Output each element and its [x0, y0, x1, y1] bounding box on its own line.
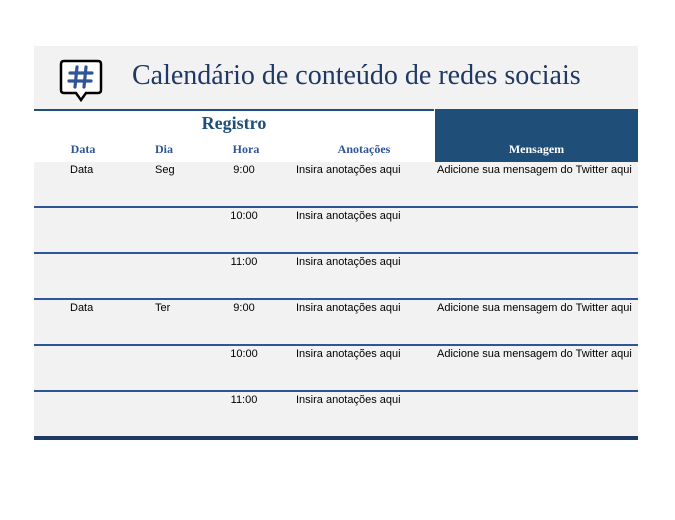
- column-header-dia: Dia: [155, 142, 173, 156]
- section-label: Registro: [201, 113, 267, 133]
- section-header-fill: [435, 109, 638, 136]
- header-banner: [34, 46, 638, 109]
- cell-dia[interactable]: Ter: [155, 302, 171, 314]
- hashtag-speech-bubble-icon: [58, 58, 104, 104]
- cell-mensagem[interactable]: Adicione sua mensagem do Twitter aqui: [437, 302, 632, 314]
- cell-anotacoes[interactable]: Insira anotações aqui: [296, 394, 401, 406]
- schedule-table: [34, 162, 638, 440]
- column-header-row: [34, 136, 638, 162]
- cell-dia[interactable]: Seg: [155, 164, 175, 176]
- cell-data[interactable]: Data: [70, 302, 94, 314]
- column-header-anotacoes: Anotações: [337, 142, 391, 156]
- cell-hora[interactable]: 10:00: [230, 348, 258, 360]
- section-header-row: [34, 109, 638, 136]
- cell-data[interactable]: Data: [70, 164, 94, 176]
- cell-hora[interactable]: 11:00: [230, 394, 258, 406]
- cell-hora[interactable]: 9:00: [233, 164, 255, 176]
- cell-anotacoes[interactable]: Insira anotações aqui: [296, 302, 401, 314]
- cell-anotacoes[interactable]: Insira anotações aqui: [296, 210, 401, 222]
- registro-cell[interactable]: [34, 109, 434, 138]
- column-header-mensagem: Mensagem: [435, 136, 638, 162]
- cell-hora[interactable]: 9:00: [233, 302, 255, 314]
- table-row: [34, 162, 638, 208]
- cell-mensagem[interactable]: Adicione sua mensagem do Twitter aqui: [437, 348, 632, 360]
- table-row: [34, 392, 638, 440]
- column-header-data: Data: [70, 142, 96, 156]
- page-title: Calendário de conteúdo de redes sociais: [132, 60, 581, 91]
- table-row: [34, 208, 638, 254]
- cell-anotacoes[interactable]: Insira anotações aqui: [296, 164, 401, 176]
- cell-anotacoes[interactable]: Insira anotações aqui: [296, 348, 401, 360]
- calendar-sheet: [34, 46, 638, 432]
- table-row: [34, 300, 638, 346]
- table-row: [34, 254, 638, 300]
- table-row: [34, 346, 638, 392]
- cell-hora[interactable]: 11:00: [230, 256, 258, 268]
- column-header-hora: Hora: [232, 142, 260, 156]
- cell-hora[interactable]: 10:00: [230, 210, 258, 222]
- cell-mensagem[interactable]: Adicione sua mensagem do Twitter aqui: [437, 164, 632, 176]
- cell-anotacoes[interactable]: Insira anotações aqui: [296, 256, 401, 268]
